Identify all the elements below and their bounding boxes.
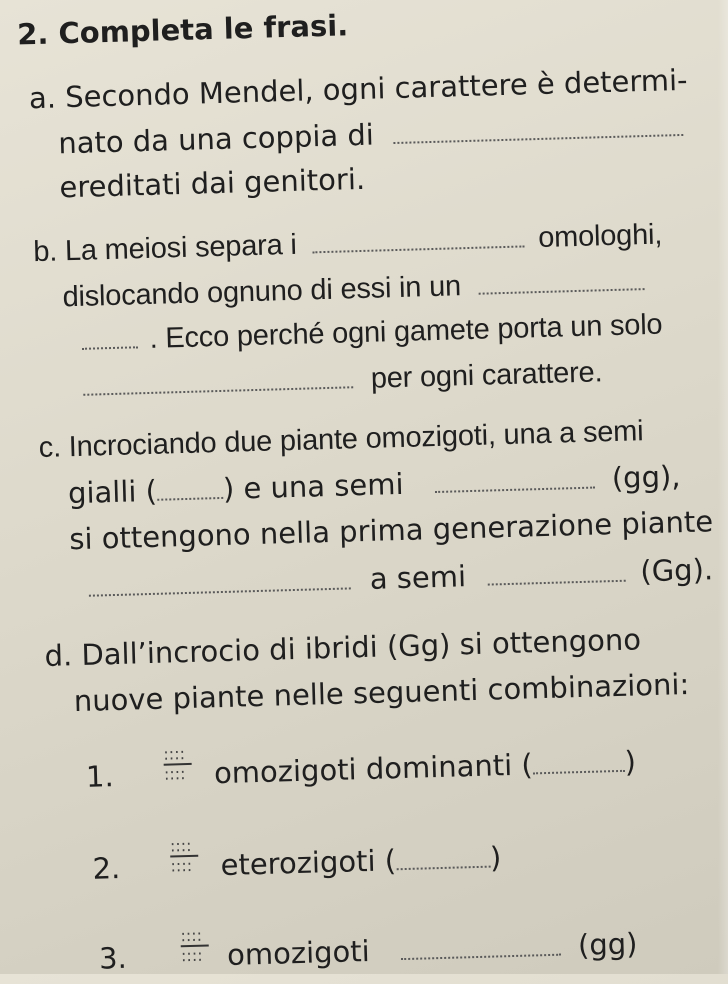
sentence-b-line2 (62, 264, 645, 314)
sentence-c-line1: c. Incrociando due piante omozigoti, una a semi (38, 415, 644, 465)
blank-b1[interactable] (312, 227, 524, 253)
item-2-number: 2. (92, 850, 121, 886)
item-3-number: 3. (98, 940, 128, 976)
item-2-close: ) (489, 840, 502, 875)
sentence-c-line2 (68, 459, 681, 510)
blank-c4[interactable] (487, 562, 626, 586)
item-1-text: omozigoti dominanti ( (213, 747, 534, 791)
fraction-blank-2[interactable]: :::: :::: (170, 839, 199, 874)
blank-c2[interactable] (434, 469, 594, 493)
item-3-close: (gg) (577, 926, 638, 963)
sentence-a-line3: ereditati dai genitori. (59, 161, 366, 205)
sentence-b-line4 (83, 355, 603, 403)
blank-d1[interactable] (532, 752, 625, 775)
sentence-c-text2: ) e una semi (222, 466, 404, 506)
sentence-c-text3: (gg), (611, 459, 681, 496)
blank-b3[interactable] (82, 328, 139, 350)
item-3-text: omozigoti (226, 934, 371, 972)
item-1-close: ) (624, 744, 637, 779)
sentence-c-line3: si ottengono nella prima generazione piante (68, 504, 714, 557)
fraction-blank-1[interactable]: :::: :::: (163, 747, 192, 782)
blank-c3[interactable] (88, 569, 350, 596)
sentence-d-line2: nuove piante nelle seguenti combinazioni: (73, 667, 690, 719)
sentence-c-text5: (Gg). (639, 552, 714, 589)
sentence-b-line3 (81, 308, 663, 358)
sentence-b-text1: b. La meiosi separa i (32, 228, 298, 269)
blank-c1[interactable] (157, 479, 224, 501)
sentence-a-line1: a. Secondo Mendel, ogni carattere è determi- (28, 62, 688, 116)
blank-d3[interactable] (401, 936, 561, 960)
sentence-b-text2: omologhi, (537, 218, 663, 255)
sentence-b-line1 (33, 218, 663, 270)
combination-item-2 (92, 840, 502, 885)
item-1-number: 1. (85, 759, 115, 794)
exercise-title: 2. Completa le frasi. (16, 8, 349, 52)
blank-b2[interactable] (478, 270, 644, 295)
sentence-a-text: nato da una coppia di (57, 117, 375, 161)
blank-a1[interactable] (393, 116, 683, 144)
sentence-c-text1: gialli ( (67, 473, 158, 511)
blank-b4[interactable] (83, 368, 353, 396)
sentence-c-line4 (88, 552, 713, 603)
sentence-d-line1: d. Dall’incrocio di ibridi (Gg) si ottengono (44, 622, 642, 673)
sentence-a-line2 (58, 109, 684, 160)
sentence-b-text4: . Ecco perché ogni gamete porta un solo (149, 308, 663, 355)
page-edge-shadow (718, 0, 728, 974)
item-2-text: eterozigoti ( (220, 843, 397, 883)
sentence-c-text4: a semi (369, 559, 467, 596)
sentence-b-text5: per ogni carattere. (370, 356, 603, 395)
fraction-blank-3[interactable]: :::: :::: (180, 929, 209, 964)
blank-d2[interactable] (396, 848, 491, 871)
sentence-b-text3: dislocando ognuno di essi in un (62, 270, 462, 314)
